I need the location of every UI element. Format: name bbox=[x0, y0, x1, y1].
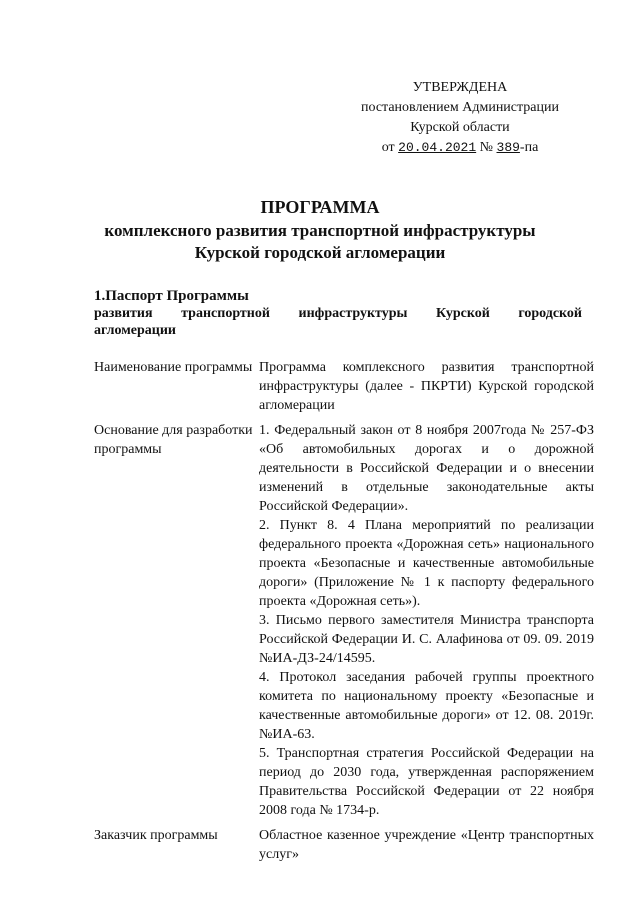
section-subtitle-1: развития транспортной инфраструктуры Курской городской bbox=[94, 306, 582, 321]
row-paragraph: 4. Протокол заседания рабочей группы проектного комитета по национальному проекту «Безопасные и качественные автомобильные дороги» от 12. 08. 2019г. №ИА-63. bbox=[259, 670, 594, 742]
passport-row-name bbox=[94, 358, 594, 415]
row-label: Основание для разработки программы bbox=[94, 423, 253, 457]
title-line-3: Курской городской агломерации bbox=[194, 243, 446, 262]
title-line-2: комплексного развития транспортной инфраструктуры bbox=[104, 221, 536, 240]
row-label: Заказчик программы bbox=[94, 828, 218, 843]
row-value bbox=[259, 421, 594, 820]
approval-date: 20.04.2021 bbox=[398, 140, 477, 155]
approval-stamp bbox=[330, 78, 590, 158]
row-paragraph: 3. Письмо первого заместителя Министра транспорта Российской Федерации И. С. Алафинова от 09. 09. 2019 №ИА-ДЗ-24/14595. bbox=[259, 613, 594, 666]
row-paragraph: Областное казенное учреждение «Центр транспортных услуг» bbox=[259, 828, 594, 862]
number-suffix: -па bbox=[519, 140, 539, 155]
passport-table bbox=[94, 358, 594, 864]
approval-status: УТВЕРЖДЕНА bbox=[412, 80, 508, 95]
row-label: Наименование программы bbox=[94, 360, 253, 375]
date-prefix: от bbox=[381, 140, 395, 155]
document-title bbox=[0, 196, 640, 264]
approval-region: Курской области bbox=[410, 120, 510, 135]
passport-row-customer bbox=[94, 826, 594, 864]
row-value bbox=[259, 358, 594, 415]
approval-date-line bbox=[330, 138, 590, 158]
row-value bbox=[259, 826, 594, 864]
row-paragraph: Программа комплексного развития транспортной инфраструктуры (далее - ПКРТИ) Курской городской агломерации bbox=[259, 360, 594, 413]
number-prefix: № bbox=[479, 140, 494, 155]
approval-authority: постановлением Администрации bbox=[361, 100, 559, 115]
section-subtitle-2: агломерации bbox=[94, 323, 176, 338]
row-paragraph: 2. Пункт 8. 4 Плана мероприятий по реализации федерального проекта «Дорожная сеть» национального проекта «Безопасные и качественные автомобильные дороги» (Приложение № 1 к паспорту федерального проекта «Дорожная сеть»). bbox=[259, 518, 594, 609]
title-main: ПРОГРАММА bbox=[260, 197, 380, 217]
row-paragraph: 5. Транспортная стратегия Российской Федерации на период до 2030 года, утвержденная распоряжением Правительства Российской Федерации от 22 ноября 2008 года № 1734-р. bbox=[259, 746, 594, 818]
row-paragraph: 1. Федеральный закон от 8 ноября 2007года № 257-ФЗ «Об автомобильных дорогах и о дорожной деятельности в Российской Федерации и о внесении изменений в отдельные законодательные акты Российской Федерации». bbox=[259, 423, 594, 514]
section-heading bbox=[94, 288, 582, 339]
section-title: 1.Паспорт Программы bbox=[94, 288, 249, 304]
approval-number: 389 bbox=[496, 140, 520, 155]
passport-row-basis bbox=[94, 421, 594, 820]
